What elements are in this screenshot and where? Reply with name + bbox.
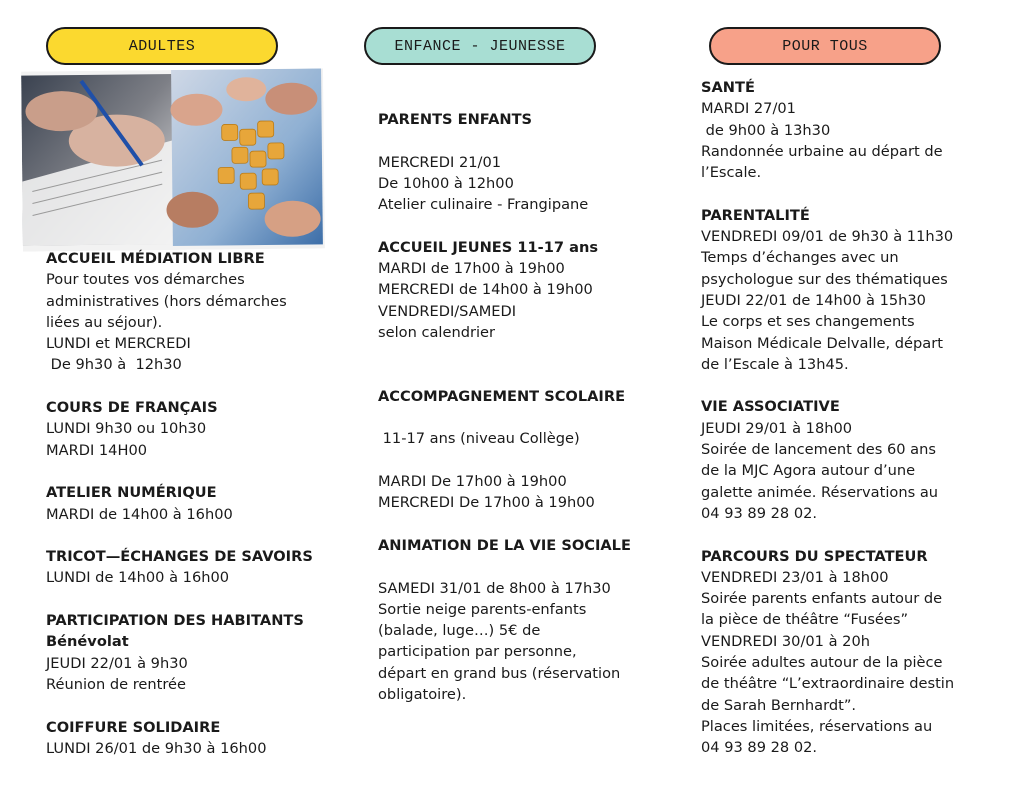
section-heading: COURS DE FRANÇAIS: [46, 399, 218, 417]
info-line: VENDREDI 09/01 de 9h30 à 11h30: [701, 228, 954, 246]
spacer-line: [701, 524, 1001, 545]
spacer-line: [46, 695, 346, 716]
info-line: MARDI De 17h00 à 19h00: [378, 473, 567, 491]
info-line: de l’Escale à 13h45.: [701, 355, 849, 373]
info-line: MARDI de 17h00 à 19h00: [378, 260, 565, 278]
info-line: LUNDI 26/01 de 9h30 à 16h00: [46, 739, 267, 757]
header-pour-tous: [709, 27, 941, 65]
puzzle-photo: [165, 68, 323, 246]
info-line: JEUDI 22/01 de 14h00 à 15h30: [701, 291, 926, 309]
section-heading: VIE ASSOCIATIVE: [701, 398, 840, 416]
section-heading: ATELIER NUMÉRIQUE: [46, 484, 217, 502]
info-line: JEUDI 29/01 à 18h00: [701, 419, 853, 437]
info-line: MERCREDI De 17h00 à 19h00: [378, 494, 595, 512]
collage-photo: [21, 68, 325, 251]
info-line: Réunion de rentrée: [46, 675, 186, 693]
column-pour-tous: [701, 77, 1001, 759]
spacer-line: [378, 514, 678, 535]
info-line: LUNDI et MERCREDI: [46, 335, 191, 353]
section-heading: ACCUEIL JEUNES 11-17 ans: [378, 238, 599, 256]
section-heading: PARTICIPATION DES HABITANTS: [46, 612, 304, 630]
section-heading: ANIMATION DE LA VIE SOCIALE: [378, 536, 631, 554]
info-line: selon calendrier: [378, 323, 495, 341]
info-line: de la MJC Agora autour d’une: [701, 462, 916, 480]
spacer-line: [378, 407, 678, 428]
spacer-line: [46, 525, 346, 546]
spacer-line: [378, 450, 678, 471]
section-heading: ACCOMPAGNEMENT SCOLAIRE: [378, 387, 626, 405]
info-line: psychologue sur des thématiques: [701, 270, 948, 288]
desk-photo: [21, 74, 175, 246]
header-enfance-label: ENFANCE - JEUNESSE: [394, 37, 566, 55]
spacer-line: [701, 375, 1001, 396]
info-line: Le corps et ses changements: [701, 313, 915, 331]
info-line: Soirée parents enfants autour de: [701, 590, 943, 608]
info-line: MARDI 27/01: [701, 100, 796, 118]
info-line: liées au séjour).: [46, 313, 163, 331]
info-line: Atelier culinaire - Frangipane: [378, 196, 589, 214]
info-line: Places limitées, réservations au: [701, 717, 933, 735]
info-line: de 9h00 à 13h30: [701, 121, 831, 139]
info-line: SAMEDI 31/01 de 8h00 à 17h30: [378, 579, 611, 597]
spacer-line: [378, 556, 678, 577]
info-line: VENDREDI 30/01 à 20h: [701, 632, 870, 650]
info-line: galette animée. Réservations au: [701, 483, 939, 501]
info-line: l’Escale.: [701, 164, 762, 182]
spacer-line: [378, 365, 678, 386]
info-line: LUNDI de 14h00 à 16h00: [46, 569, 230, 587]
spacer-line: [46, 461, 346, 482]
info-line: départ en grand bus (réservation: [378, 664, 621, 682]
header-enfance-jeunesse: [364, 27, 596, 65]
info-line: MARDI 14H00: [46, 441, 148, 459]
info-line: MERCREDI 21/01: [378, 153, 502, 171]
info-line: Soirée de lancement des 60 ans: [701, 441, 936, 459]
info-line: Pour toutes vos démarches: [46, 271, 245, 289]
info-line: LUNDI 9h30 ou 10h30: [46, 420, 207, 438]
info-line: Temps d’échanges avec un: [701, 249, 899, 267]
info-line: Sortie neige parents-enfants: [378, 600, 587, 618]
info-line: de Sarah Bernhardt”.: [701, 696, 857, 714]
section-heading: TRICOT—ÉCHANGES DE SAVOIRS: [46, 548, 313, 566]
info-line: Soirée adultes autour de la pièce: [701, 654, 943, 672]
header-adultes-label: ADULTES: [128, 37, 196, 55]
info-line: De 10h00 à 12h00: [378, 174, 514, 192]
section-heading: PARENTALITÉ: [701, 206, 810, 224]
info-line: MARDI de 14h00 à 16h00: [46, 505, 233, 523]
info-line: obligatoire).: [378, 686, 467, 704]
header-tous-label: POUR TOUS: [782, 37, 868, 55]
info-line: (balade, luge…) 5€ de: [378, 622, 541, 640]
section-heading: COIFFURE SOLIDAIRE: [46, 718, 221, 736]
section-heading: SANTÉ: [701, 79, 755, 96]
spacer-line: [378, 130, 678, 151]
section-heading: Bénévolat: [46, 633, 129, 651]
section-heading: PARCOURS DU SPECTATEUR: [701, 547, 928, 565]
spacer-line: [46, 589, 346, 610]
info-line: 11-17 ans (niveau Collège): [378, 430, 580, 448]
info-line: de théâtre “L’extraordinaire destin: [701, 675, 955, 693]
info-line: 04 93 89 28 02.: [701, 739, 818, 757]
info-line: JEUDI 22/01 à 9h30: [46, 654, 188, 672]
info-line: Randonnée urbaine au départ de: [701, 142, 943, 160]
info-line: De 9h30 à 12h30: [46, 356, 182, 374]
info-line: VENDREDI/SAMEDI: [378, 302, 517, 320]
column-adultes: [46, 248, 346, 759]
column-enfance-jeunesse: [378, 109, 678, 705]
spacer-line: [378, 343, 678, 364]
info-line: administratives (hors démarches: [46, 292, 287, 310]
info-line: Maison Médicale Delvalle, départ: [701, 334, 943, 352]
info-line: participation par personne,: [378, 643, 577, 661]
info-line: MERCREDI de 14h00 à 19h00: [378, 281, 593, 299]
info-line: 04 93 89 28 02.: [701, 504, 818, 522]
spacer-line: [701, 183, 1001, 204]
info-line: la pièce de théâtre “Fusées”: [701, 611, 909, 629]
section-heading: PARENTS ENFANTS: [378, 111, 533, 128]
spacer-line: [378, 215, 678, 236]
section-heading: ACCUEIL MÉDIATION LIBRE: [46, 250, 265, 267]
spacer-line: [46, 376, 346, 397]
info-line: VENDREDI 23/01 à 18h00: [701, 568, 889, 586]
header-adultes: [46, 27, 278, 65]
